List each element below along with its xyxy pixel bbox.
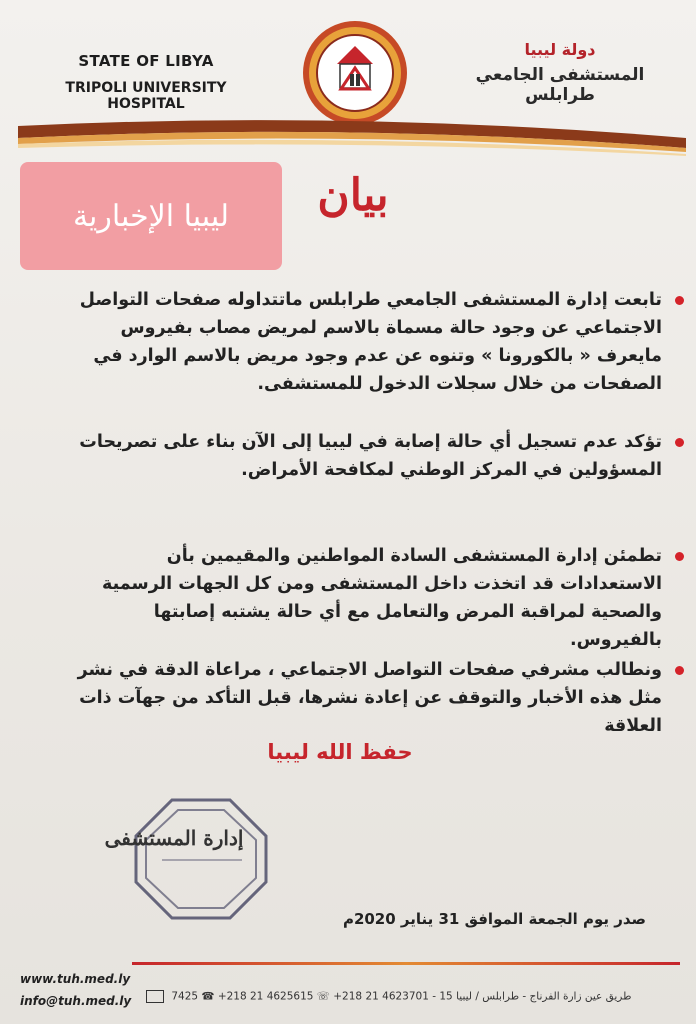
statement-paragraph — [62, 428, 662, 484]
bullet-icon — [675, 552, 684, 561]
envelope-icon — [146, 990, 164, 1003]
footer-links — [20, 968, 131, 1012]
footer-divider — [132, 962, 680, 965]
bullet-icon — [675, 296, 684, 305]
paragraph-text: تابعت إدارة المستشفى الجامعي طرابلس ماتتداوله صفحات التواصل الاجتماعي عن وجود حالة مسماة بالاسم لمريض مصاب بفيروس مايعرف « بالكورونا » وتنوه عن عدم وجود مريض بالاسم الوارد في الصفحات من خلال سجلات الدخول للمستشفى. — [79, 290, 662, 394]
watermark-text: ليبيا الإخبارية — [72, 198, 230, 234]
contact-text: 7425 ☎ +218 21 4625615 ☏ +218 21 4623701 - 15 طريق عين زارة الفرناج - طرابلس / ليبيا — [171, 990, 632, 1003]
header-arabic-state: دولة ليبيا — [524, 40, 596, 59]
email-link[interactable]: info@tuh.med.ly — [20, 994, 132, 1008]
header-english-hospital: TRIPOLI UNIVERSITY HOSPITAL — [65, 80, 227, 112]
signature-label: إدارة المستشفى — [104, 826, 244, 850]
bullet-icon — [675, 438, 684, 447]
footer-contact — [146, 990, 686, 1003]
bullet-icon — [675, 666, 684, 675]
paragraph-text: ونطالب مشرفي صفحات التواصل الاجتماعي ، مراعاة الدقة في نشر مثل هذه الأخبار والتوقف عن إعادة نشرها، قبل التأكد من جهآت ذات العلاقة — [77, 660, 662, 736]
header-english — [36, 52, 256, 112]
header-banner-swoosh — [18, 108, 686, 168]
website-link[interactable]: www.tuh.med.ly — [20, 972, 131, 986]
statement-title: بيان — [317, 170, 389, 221]
paragraph-text: تؤكد عدم تسجيل أي حالة إصابة في ليبيا إلى الآن بناء على تصريحات المسؤولين في المركز الوطني لمكافحة الأمراض. — [79, 432, 662, 480]
statement-paragraph — [62, 542, 662, 654]
paragraph-text: تطمئن إدارة المستشفى السادة المواطنين والمقيمين بأن الاستعدادات قد اتخذت داخل المستشفى ومن كل الجهات الرسمية والصحية لمراقبة المرض والتعامل مع أي حالة يشتبه إصابتها بالفيروس. — [102, 546, 662, 650]
official-seal-stamp — [132, 796, 270, 922]
header-arabic-hospital: المستشفى الجامعي طرابلس — [475, 65, 645, 105]
header-english-state: STATE OF LIBYA — [78, 52, 214, 70]
issue-date-line: صدر يوم الجمعة الموافق 31 يناير 2020م — [342, 910, 646, 928]
closing-phrase: حفظ الله ليبيا — [267, 740, 413, 764]
statement-paragraph — [62, 286, 662, 398]
header-arabic — [450, 40, 670, 105]
statement-paragraph — [62, 656, 662, 740]
